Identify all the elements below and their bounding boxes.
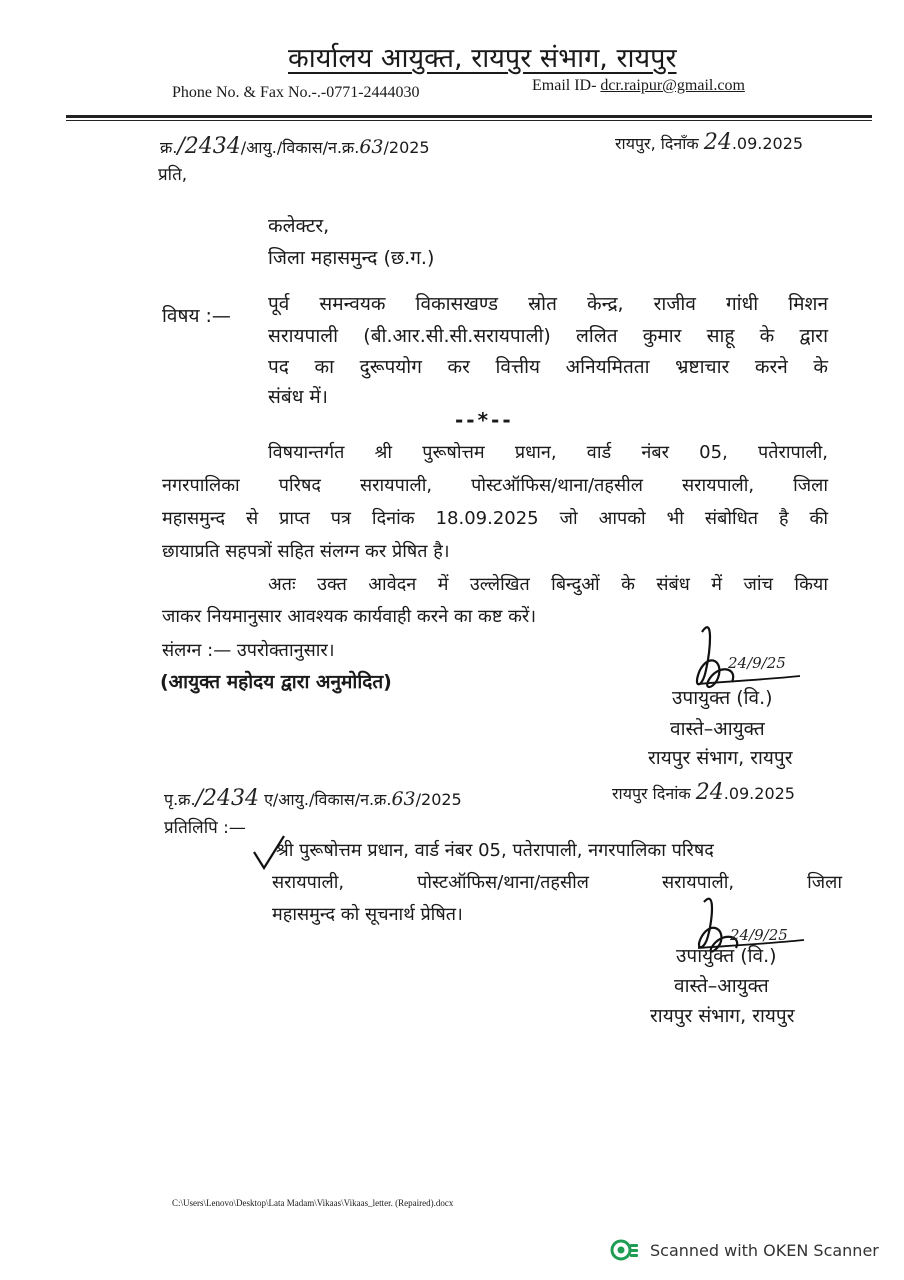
- signature-1-for: वास्ते–आयुक्त: [670, 718, 765, 740]
- oken-scanner-logo-icon: [610, 1239, 640, 1261]
- copy-reference-number: [164, 786, 462, 811]
- ref-middle: /आयु./विकास/न.क्र.: [240, 138, 360, 157]
- signature-2-designation: उपायुक्त (वि.): [676, 945, 777, 967]
- file-path: C:\Users\Lenovo\Desktop\Lata Madam\Vikaas\Vikaas_letter. (Repaired).docx: [172, 1198, 454, 1208]
- date-month-year: .09.2025: [731, 134, 804, 153]
- scanner-label: Scanned with OKEN Scanner: [650, 1240, 879, 1260]
- separator: --*--: [455, 408, 514, 432]
- email-line: [532, 77, 745, 95]
- enclosure-line: संलग्न :— उपरोक्तानुसार।: [162, 640, 335, 661]
- copy-ref-year: /2025: [415, 790, 462, 809]
- header-rule-thick: [66, 115, 872, 118]
- para2-line-2: जाकर नियमानुसार आवश्यक कार्यवाही करने का कष्ट करें।: [162, 606, 537, 627]
- subject-line-2: सरायपाली (बी.आर.सी.सी.सरायपाली) ललित कुमार साहू के द्वारा: [268, 325, 828, 347]
- signature-1-designation: उपायुक्त (वि.): [672, 687, 773, 709]
- signature-2-office: रायपुर संभाग, रायपुर: [650, 1005, 795, 1027]
- date-prefix: रायपुर, दिनाँक: [615, 134, 699, 153]
- copy-date-prefix: रायपुर दिनांक: [612, 784, 691, 803]
- approval-note: (आयुक्त महोदय द्वारा अनुमोदित): [160, 671, 392, 693]
- copy-date: [612, 780, 795, 805]
- copy-line-3: महासमुन्द को सूचनार्थ प्रेषित।: [272, 904, 463, 925]
- signature-1-office: रायपुर संभाग, रायपुर: [648, 747, 793, 769]
- copy-ref-middle: ए/आयु./विकास/न.क्र.: [264, 790, 392, 809]
- ref-year: /2025: [383, 138, 430, 157]
- phone-fax: Phone No. & Fax No.-.-0771-2444030: [172, 84, 420, 101]
- header-rule-thin: [66, 120, 872, 121]
- subject-line-4: संबंध में।: [268, 386, 328, 408]
- email-address: dcr.raipur@gmail.com: [600, 77, 745, 94]
- signature-2-date: 24/9/25: [730, 926, 788, 944]
- para1-line-4: छायाप्रति सहपत्रों सहित संलग्न कर प्रेषित है।: [162, 541, 450, 562]
- scanner-watermark: [610, 1238, 879, 1262]
- copy-ref-prefix: पृ.क्र.: [164, 790, 196, 809]
- para1-line-1: विषयान्तर्गत श्री पुरूषोत्तम प्रधान, वार्ड नंबर 05, पतेरापाली,: [268, 442, 828, 463]
- copy-date-day-handwritten: 24: [695, 780, 724, 805]
- copy-line-2: सरायपाली, पोस्टऑफिस/थाना/तहसील सरायपाली, जिला: [272, 872, 842, 893]
- letter-date: [615, 130, 803, 155]
- copy-label: प्रतिलिपि :—: [164, 818, 246, 838]
- ref-prefix: क्र.: [160, 138, 178, 157]
- date-day-handwritten: 24: [703, 130, 732, 155]
- signature-2-for: वास्ते–आयुक्त: [674, 975, 769, 997]
- subject-line-1: पूर्व समन्वयक विकासखण्ड स्रोत केन्द्र, राजीव गांधी मिशन: [268, 293, 828, 315]
- para2-line-1: अतः उक्त आवेदन में उल्लेखित बिन्दुओं के संबंध में जांच किया: [268, 574, 828, 595]
- signature-1-date: 24/9/25: [728, 654, 786, 672]
- office-title: कार्यालय आयुक्त, रायपुर संभाग, रायपुर: [288, 43, 677, 74]
- copy-ref-handwritten-number: /2434: [195, 786, 259, 811]
- subject-label: विषय :—: [162, 305, 231, 327]
- prati-label: प्रति,: [158, 165, 188, 185]
- copy-ref-file-number: 63: [391, 788, 416, 810]
- email-label: Email ID-: [532, 77, 601, 94]
- para1-line-2: नगरपालिका परिषद सरायपाली, पोस्टऑफिस/थाना/तहसील सरायपाली, जिला: [162, 475, 828, 496]
- recipient-line-1: कलेक्टर,: [268, 215, 330, 237]
- ref-handwritten-number: /2434: [177, 134, 241, 159]
- recipient-line-2: जिला महासमुन्द (छ.ग.): [268, 247, 435, 269]
- subject-line-3: पद का दुरूपयोग कर वित्तीय अनियमितता भ्रष्टाचार करने के: [268, 356, 828, 378]
- ref-file-number: 63: [359, 136, 384, 158]
- copy-line-1: श्री पुरूषोत्तम प्रधान, वार्ड नंबर 05, पतेरापाली, नगरपालिका परिषद: [276, 840, 714, 861]
- para1-line-3: महासमुन्द से प्राप्त पत्र दिनांक 18.09.2025 जो आपको भी संबोधित है की: [162, 508, 828, 529]
- reference-number: [160, 134, 430, 159]
- copy-date-month-year: .09.2025: [723, 784, 795, 803]
